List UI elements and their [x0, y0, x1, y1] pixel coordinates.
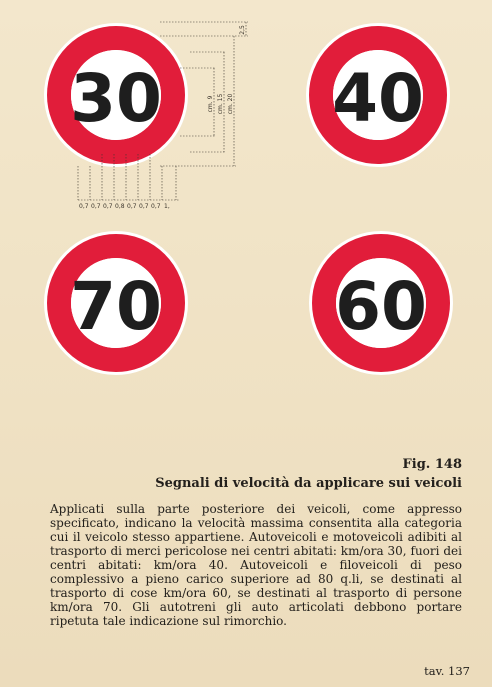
sign-number: 60 [335, 268, 427, 345]
speed-sign-60 [308, 230, 454, 376]
dim-label-h7: 1, [164, 203, 170, 210]
speed-sign-30-graphic [43, 22, 189, 168]
dim-label-h1: 0,7 [91, 203, 101, 210]
dim-label-h5: 0,7 [139, 203, 149, 210]
body-paragraph: Applicati sulla parte posteriore dei veicoli, come appresso specificato, indicano la velocità massima consentita alla categoria cui il veicolo stesso appartiene. Autoveicoli e motoveicoli adibiti al trasporto di merci pericolose nei centri abitati: km/ora 30, fuori dei centri abitati: km/ora 40. Autoveicoli e filoveicoli di peso complessivo a pieno carico superiore ad 80 q.li, se destinati al trasporto di cose km/ora 60, se destinati al trasporto di persone km/ora 70. Gli autotreni gli auto articolati debbono portare ripetuta tale indicazione sul rimorchio. [50, 502, 462, 628]
speed-sign-70 [43, 230, 189, 376]
dim-label-h3: 0,8 [115, 203, 125, 210]
dim-label-cm15: cm. 15 [217, 93, 224, 115]
speed-sign-40-graphic [305, 22, 451, 168]
dim-label-h2: 0,7 [103, 203, 113, 210]
dim-label-h0: 0,7 [79, 203, 89, 210]
speed-sign-60-graphic [308, 230, 454, 376]
speed-sign-70-graphic [43, 230, 189, 376]
figure-title: Segnali di velocità da applicare sui veicoli [155, 476, 462, 491]
dim-label-cm9: cm. 9 [207, 95, 214, 113]
sign-number: 30 [70, 60, 162, 137]
speed-sign-30 [43, 22, 189, 168]
dim-label-cm20: cm. 20 [227, 93, 234, 115]
speed-sign-40 [305, 22, 451, 168]
figure-number: Fig. 148 [402, 457, 462, 472]
dim-label-2-5: 2,5 [239, 25, 246, 35]
sign-number: 40 [332, 60, 424, 137]
dim-label-h6: 0,7 [151, 203, 161, 210]
page-label: tav. 137 [424, 664, 470, 678]
dim-label-h4: 0,7 [127, 203, 137, 210]
sign-number: 70 [70, 268, 162, 345]
